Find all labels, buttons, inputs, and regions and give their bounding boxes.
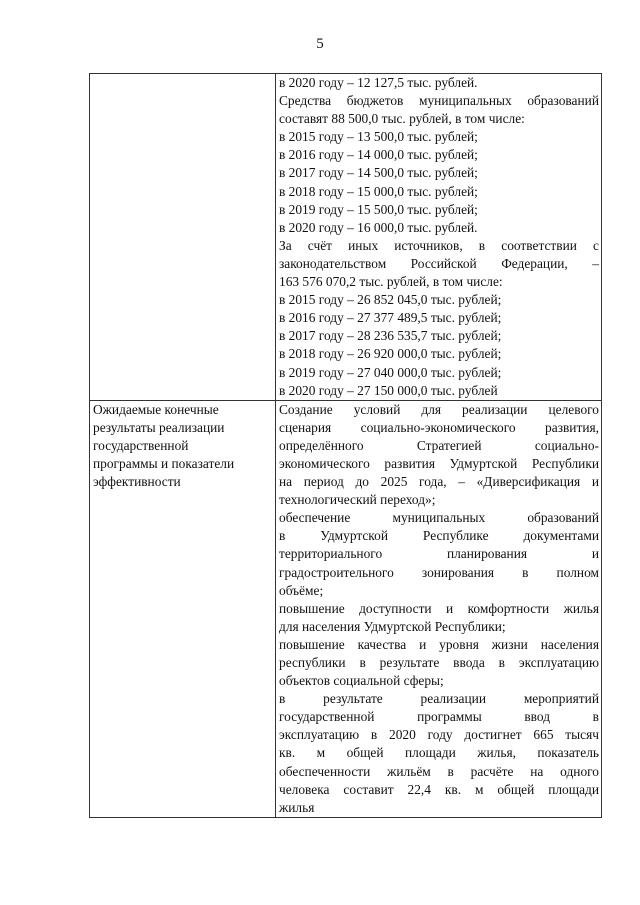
text-line: человека составит 22,4 кв. м общей площади	[279, 781, 599, 797]
text-line: жилья	[279, 799, 315, 815]
text-line: в 2017 году – 14 500,0 тыс. рублей;	[279, 165, 478, 181]
expected-results-text-cell	[276, 400, 602, 817]
text-line: в результате реализации мероприятий	[279, 691, 599, 707]
label-line: программы и показатели	[93, 455, 235, 471]
text-line: повышение доступности и комфортности жилья	[279, 600, 599, 616]
text-line: обеспеченности жильём в расчёте на одного	[279, 763, 599, 779]
label-line: Ожидаемые конечные	[93, 401, 219, 417]
text-line: За счёт иных источников, в соответствии с	[279, 237, 599, 253]
funding-text-cell	[276, 74, 602, 401]
page-number: 5	[316, 36, 324, 52]
text-line: градостроительного зонирования в полном	[279, 564, 599, 580]
label-line: государственной	[93, 437, 189, 453]
text-line: в 2016 году – 14 000,0 тыс. рублей;	[279, 147, 478, 163]
text-line: определённого Стратегией социально-	[279, 437, 599, 453]
text-line: государственной программы ввод в	[279, 709, 599, 725]
text-line: обеспечение муниципальных образований	[279, 510, 599, 526]
text-line: Средства бюджетов муниципальных образований	[279, 93, 599, 109]
text-line: составят 88 500,0 тыс. рублей, в том числе:	[279, 111, 525, 127]
text-line: территориального планирования и	[279, 546, 599, 562]
text-line: в 2019 году – 27 040 000,0 тыс. рублей;	[279, 364, 502, 380]
text-line: в 2020 году – 12 127,5 тыс. рублей.	[279, 75, 478, 90]
text-line: для населения Удмуртской Республики;	[279, 618, 506, 634]
passport-table	[89, 73, 602, 818]
text-line: в 2015 году – 13 500,0 тыс. рублей;	[279, 129, 478, 145]
text-line: сценария социально-экономического развития,	[279, 419, 599, 435]
text-line: в 2016 году – 27 377 489,5 тыс. рублей;	[279, 310, 502, 326]
text-line: в 2019 году – 15 500,0 тыс. рублей;	[279, 201, 478, 217]
row-label-expected-results	[90, 400, 276, 817]
text-line: 163 576 070,2 тыс. рублей, в том числе:	[279, 274, 503, 290]
text-line: в 2017 году – 28 236 535,7 тыс. рублей;	[279, 328, 502, 344]
text-line: на период до 2025 года, – «Диверсификация и	[279, 474, 599, 490]
text-line: в 2015 году – 26 852 045,0 тыс. рублей;	[279, 292, 502, 308]
table-row-funding	[90, 74, 602, 401]
text-line: в 2020 году – 16 000,0 тыс. рублей.	[279, 219, 478, 235]
text-line: в 2018 году – 26 920 000,0 тыс. рублей;	[279, 346, 502, 362]
text-line: в 2020 году – 27 150 000,0 тыс. рублей	[279, 382, 498, 398]
text-line: эксплуатацию в 2020 году достигнет 665 тысяч	[279, 727, 599, 743]
text-line: Создание условий для реализации целевого	[279, 401, 599, 417]
text-line: экономического развития Удмуртской Республики	[279, 455, 599, 471]
text-line: законодательством Российской Федерации, –	[279, 255, 599, 271]
text-line: республики в результате ввода в эксплуатацию	[279, 655, 599, 670]
text-line: объёме;	[279, 582, 324, 598]
row-label-empty	[90, 74, 276, 401]
text-line: кв. м общей площади жилья, показатель	[279, 745, 599, 761]
text-line: объектов социальной сферы;	[279, 673, 444, 689]
text-line: технологический переход»;	[279, 492, 436, 508]
table-row-expected-results	[90, 400, 602, 817]
text-line: повышение качества и уровня жизни населения	[279, 636, 599, 652]
label-line: эффективности	[93, 474, 181, 490]
label-line: результаты реализации	[93, 419, 225, 435]
text-line: в 2018 году – 15 000,0 тыс. рублей;	[279, 183, 478, 199]
text-line: в Удмуртской Республике документами	[279, 528, 599, 544]
